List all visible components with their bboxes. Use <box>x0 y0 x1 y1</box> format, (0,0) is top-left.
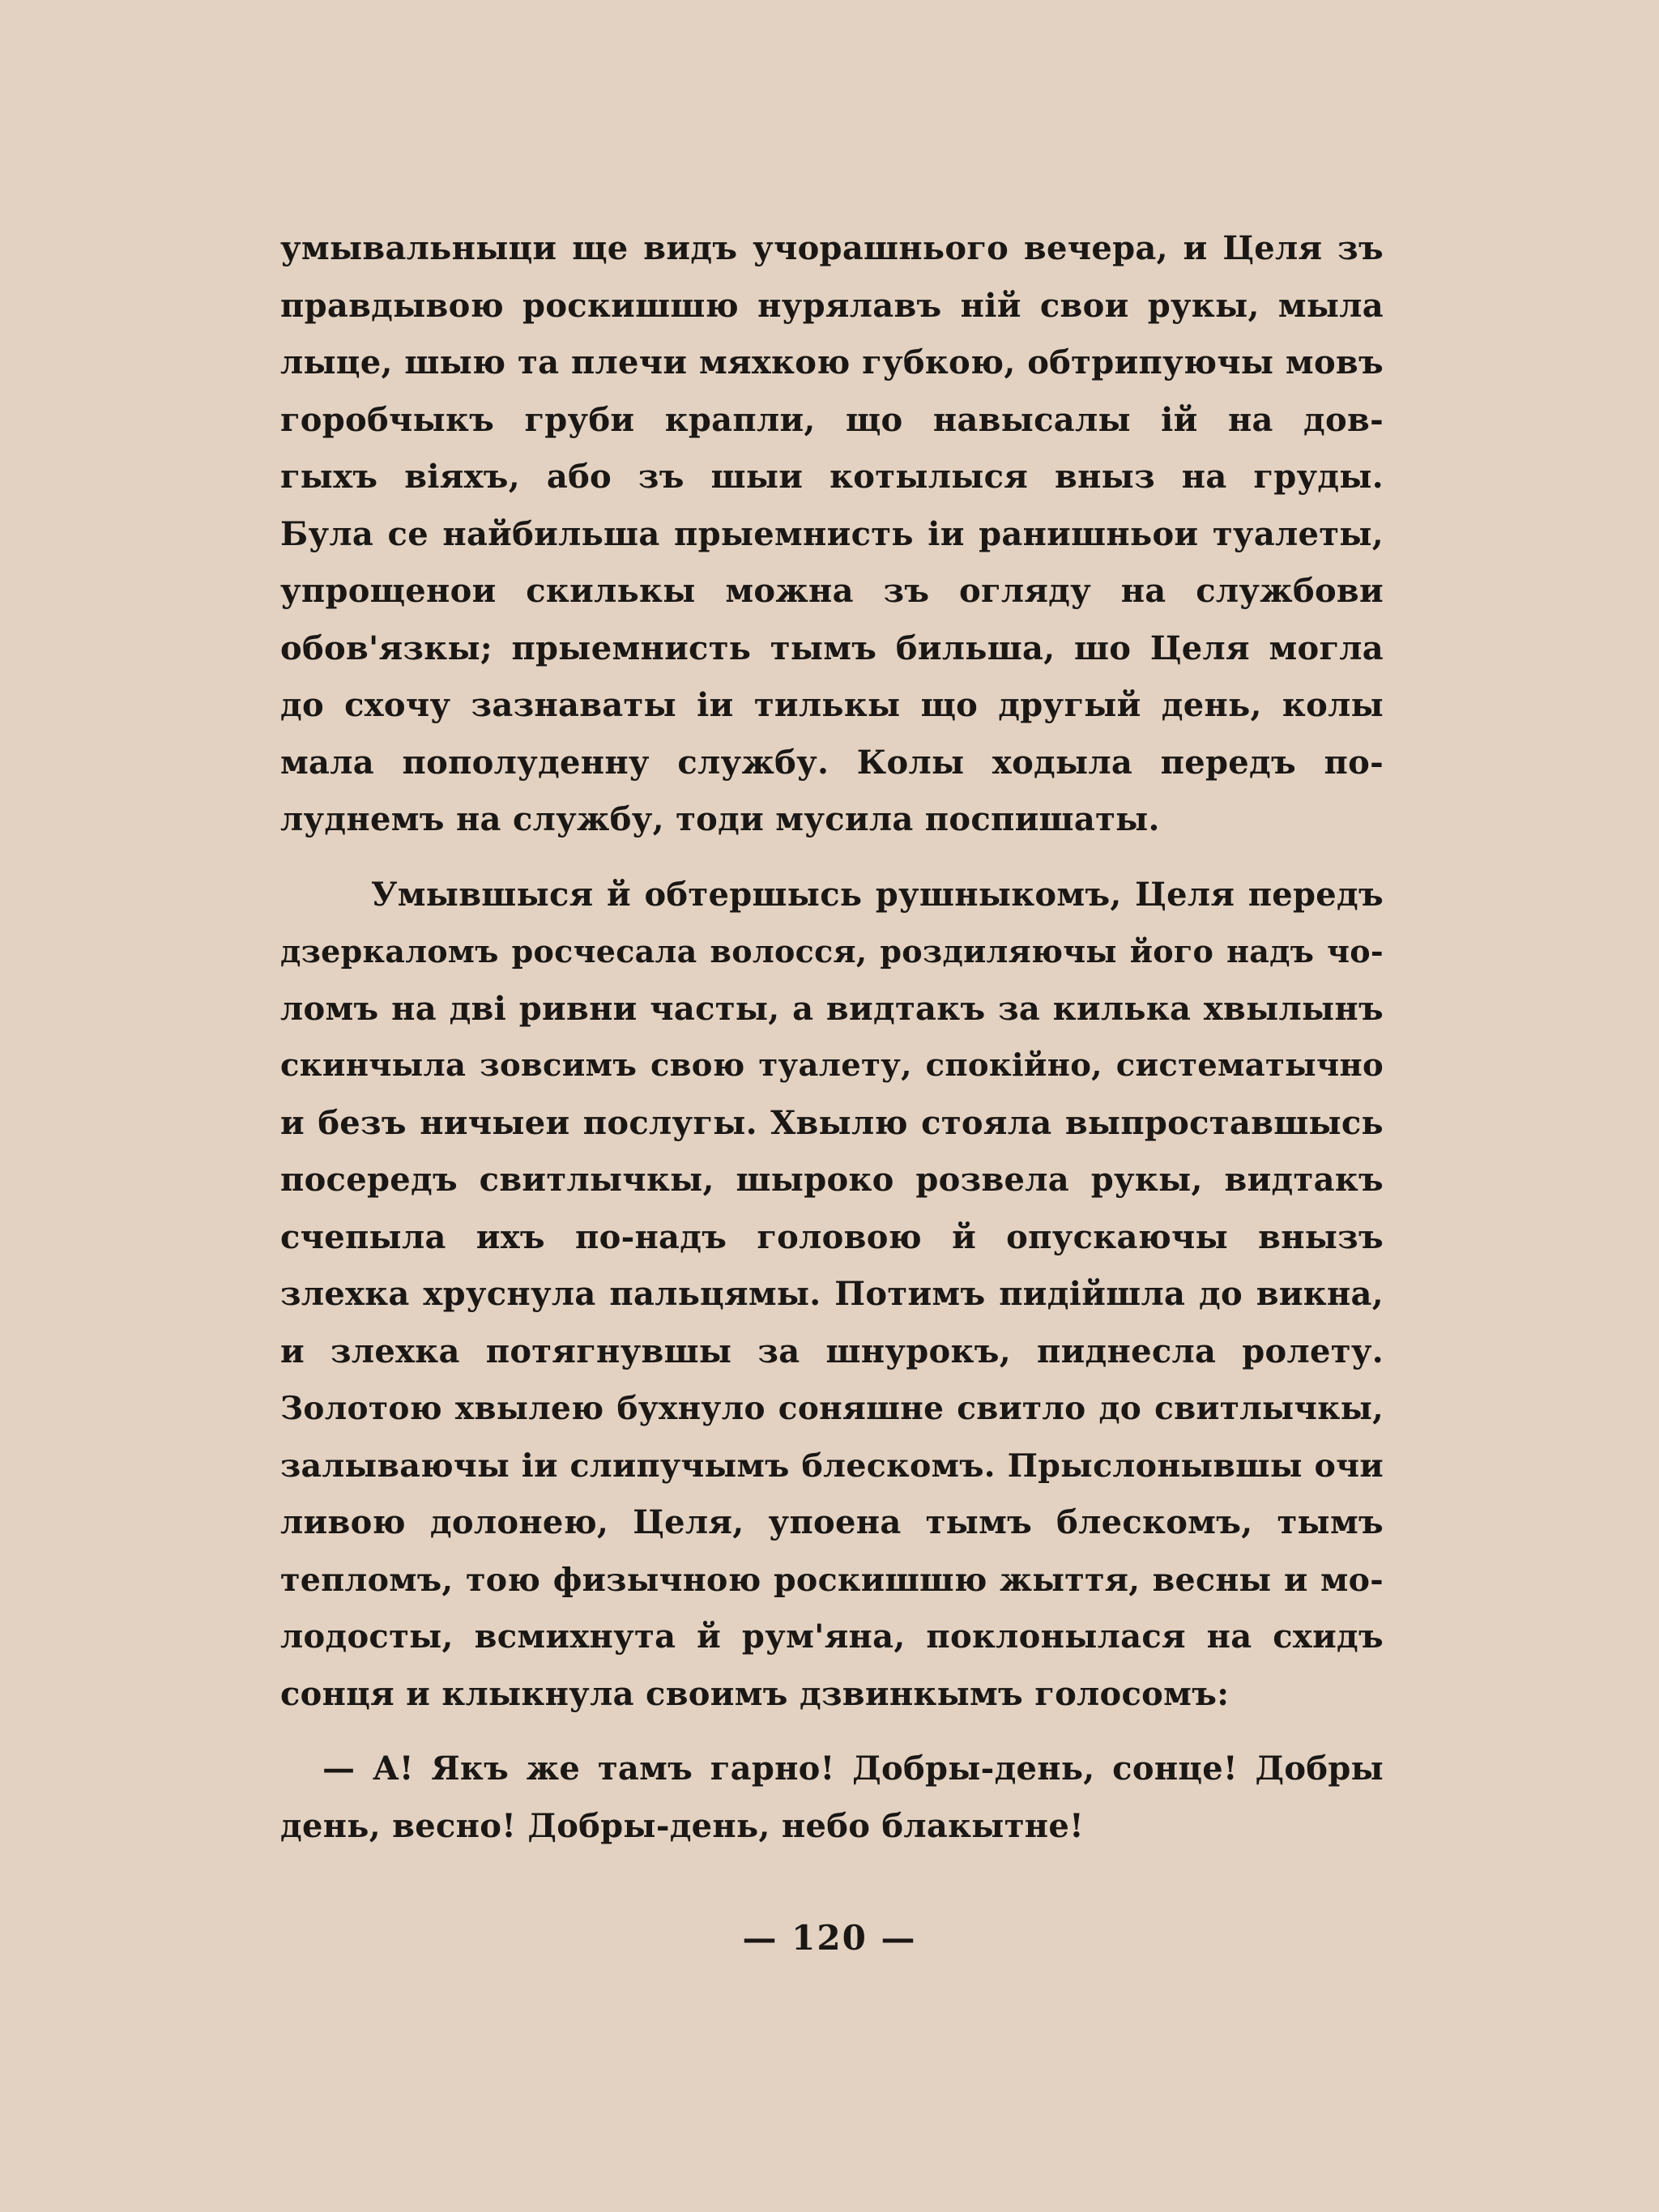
text-line: скинчыла зовсимъ свою туалету, спокiйно, систематычно <box>280 1047 1384 1084</box>
text-line: — А! Якъ же тамъ гарно! Добры-день, сонце! Добры <box>322 1750 1384 1788</box>
text-line: обов'язкы; прыемнисть тымъ бильша, шо Целя могла <box>280 629 1384 667</box>
text-line: ломъ на двi ривни часты, а видтакъ за килька хвылынъ <box>280 989 1384 1028</box>
text-line: упрощенои скилькы можна зъ огляду на службови <box>280 572 1384 610</box>
paragraph-2 <box>280 867 1384 1724</box>
text-line: дзеркаломъ росчесала волосся, роздиляючы його надъ чо- <box>280 933 1384 970</box>
text-line: и злехка потягнувшы за шнурокъ, пиднесла ролету. <box>280 1332 1384 1370</box>
paragraph-gap <box>280 1723 1384 1741</box>
text-line: Золотою хвылею бухнуло соняшне свитло до свитлычкы, <box>280 1390 1384 1427</box>
page-number: — 120 — <box>742 1918 917 1958</box>
text-line: мала пополуденну службу. Колы ходыла передъ по- <box>280 743 1384 782</box>
text-line: день, весно! Добры-день, небо блакытне! <box>280 1806 1084 1845</box>
text-line: залываючы iи слипучымъ блескомъ. Прыслонывшы очи <box>280 1447 1384 1485</box>
paragraph-1 <box>280 220 1384 849</box>
text-line: посередъ свитлычкы, шыроко розвела рукы, видтакъ <box>280 1161 1384 1199</box>
text-line: сонця и клыкнула своимъ дзвинкымъ голосомъ: <box>280 1674 1230 1713</box>
text-line: лыце, шыю та плечи мяхкою губкою, обтрипуючы мовъ <box>280 343 1384 381</box>
paragraph-gap <box>280 849 1384 867</box>
text-line: и безъ ничыеи послугы. Хвылю стояла выпроставшысь <box>280 1103 1384 1142</box>
text-line: тепломъ, тою физычною роскишшю жыття, весны и мо- <box>280 1561 1384 1599</box>
text-line: правдывою роскишшю нурялавъ нiй свои рукы, мыла <box>280 286 1384 325</box>
text-line: Умывшыся й обтершысь рушныкомъ, Целя передъ <box>371 875 1384 914</box>
text-line: ливою долонею, Целя, упоена тымъ блескомъ, тымъ <box>280 1503 1384 1541</box>
text-line: злехка хруснула пальцямы. Потимъ пидiйшла до викна, <box>280 1275 1384 1313</box>
text-line: Була се найбильша прыемнисть iи ранишньои туалеты, <box>280 514 1384 553</box>
text-line: до схочу зазнаваты iи тилькы що другый день, колы <box>280 686 1384 724</box>
text-line: лодосты, всмихнута й рум'яна, поклонылася на схидъ <box>280 1617 1384 1656</box>
text-line: умывальныци ще видъ учорашнього вечера, и Целя зъ <box>280 229 1384 267</box>
text-line: горобчыкъ груби крапли, що навысалы iй на дов- <box>280 400 1384 439</box>
paragraph-3-dialogue <box>280 1741 1384 1855</box>
text-line: луднемъ на службу, тоди мусила поспишаты. <box>280 800 1160 838</box>
text-line: счепыла ихъ по-надъ головою й опускаючы внызъ <box>280 1217 1384 1256</box>
text-line: гыхъ вiяхъ, або зъ шыи котылыся вныз на груды. <box>280 458 1384 496</box>
page-body <box>280 220 1384 1855</box>
